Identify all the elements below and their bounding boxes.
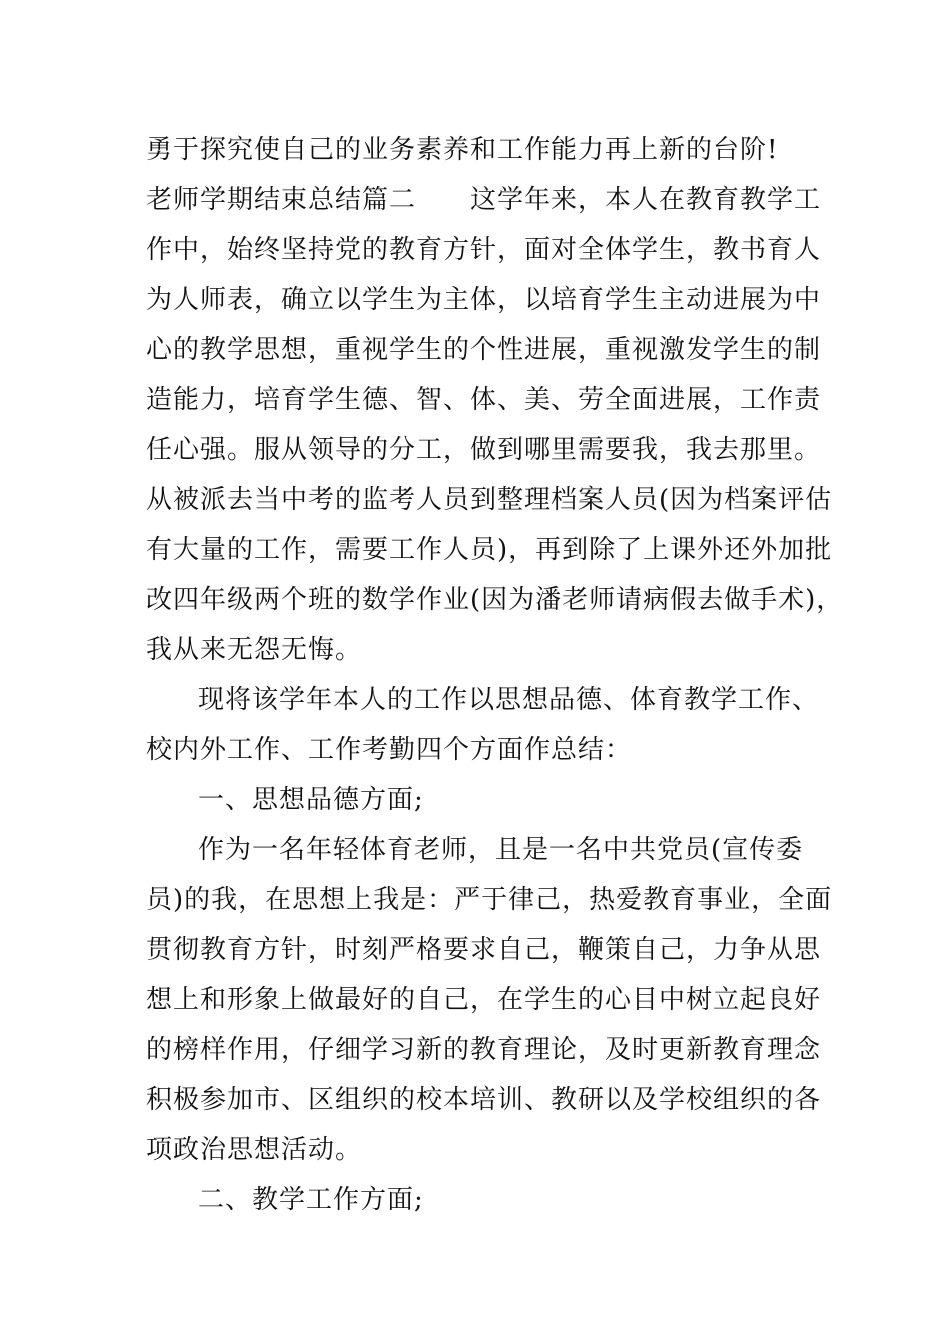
text-line: 我从来无怨无悔。 bbox=[146, 635, 363, 665]
text-line: 造能力，培育学生德、智、体、美、劳全面进展，工作责 bbox=[146, 385, 822, 415]
paragraph-start-line: 作为一名年轻体育老师，且是一名中共党员(宣传委 bbox=[198, 835, 804, 865]
text-line: 从被派去当中考的监考人员到整理档案人员(因为档案评估 bbox=[146, 485, 833, 515]
section-heading: 一、思想品德方面; bbox=[198, 785, 424, 815]
text-line: 心的教学思想，重视学生的个性进展，重视激发学生的制 bbox=[146, 335, 822, 365]
text-line: 任心强。服从领导的分工，做到哪里需要我，我去那里。 bbox=[146, 435, 822, 465]
text-line: 作中，始终坚持党的教育方针，面对全体学生，教书育人 bbox=[146, 235, 822, 265]
text-line: 项政治思想活动。 bbox=[146, 1135, 363, 1165]
text-line: 贯彻教育方针，时刻严格要求自己，鞭策自己，力争从思 bbox=[146, 935, 822, 965]
text-line: 的榜样作用，仔细学习新的教育理论，及时更新教育理念 bbox=[146, 1035, 822, 1065]
text-line: 校内外工作、工作考勤四个方面作总结： bbox=[146, 735, 633, 765]
text-line: 勇于探究使自己的业务素养和工作能力再上新的台阶! bbox=[146, 135, 779, 165]
text-line: 想上和形象上做最好的自己，在学生的心目中树立起良好 bbox=[146, 985, 822, 1015]
text-line: 为人师表，确立以学生为主体，以培育学生主动进展为中 bbox=[146, 285, 822, 315]
text-line: 员)的我，在思想上我是：严于律己，热爱教育事业，全面 bbox=[146, 885, 833, 915]
text-line: 有大量的工作，需要工作人员)，再到除了上课外还外加批 bbox=[146, 535, 833, 565]
paragraph-start-line: 现将该学年本人的工作以思想品德、体育教学工作、 bbox=[198, 685, 820, 715]
text-line: 积极参加市、区组织的校本培训、教研以及学校组织的各 bbox=[146, 1085, 822, 1115]
section-heading: 二、教学工作方面; bbox=[198, 1185, 424, 1215]
text-line: 改四年级两个班的数学作业(因为潘老师请病假去做手术)， bbox=[146, 585, 844, 615]
text-line: 老师学期结束总结篇二 这学年来，本人在教育教学工 bbox=[146, 185, 822, 215]
